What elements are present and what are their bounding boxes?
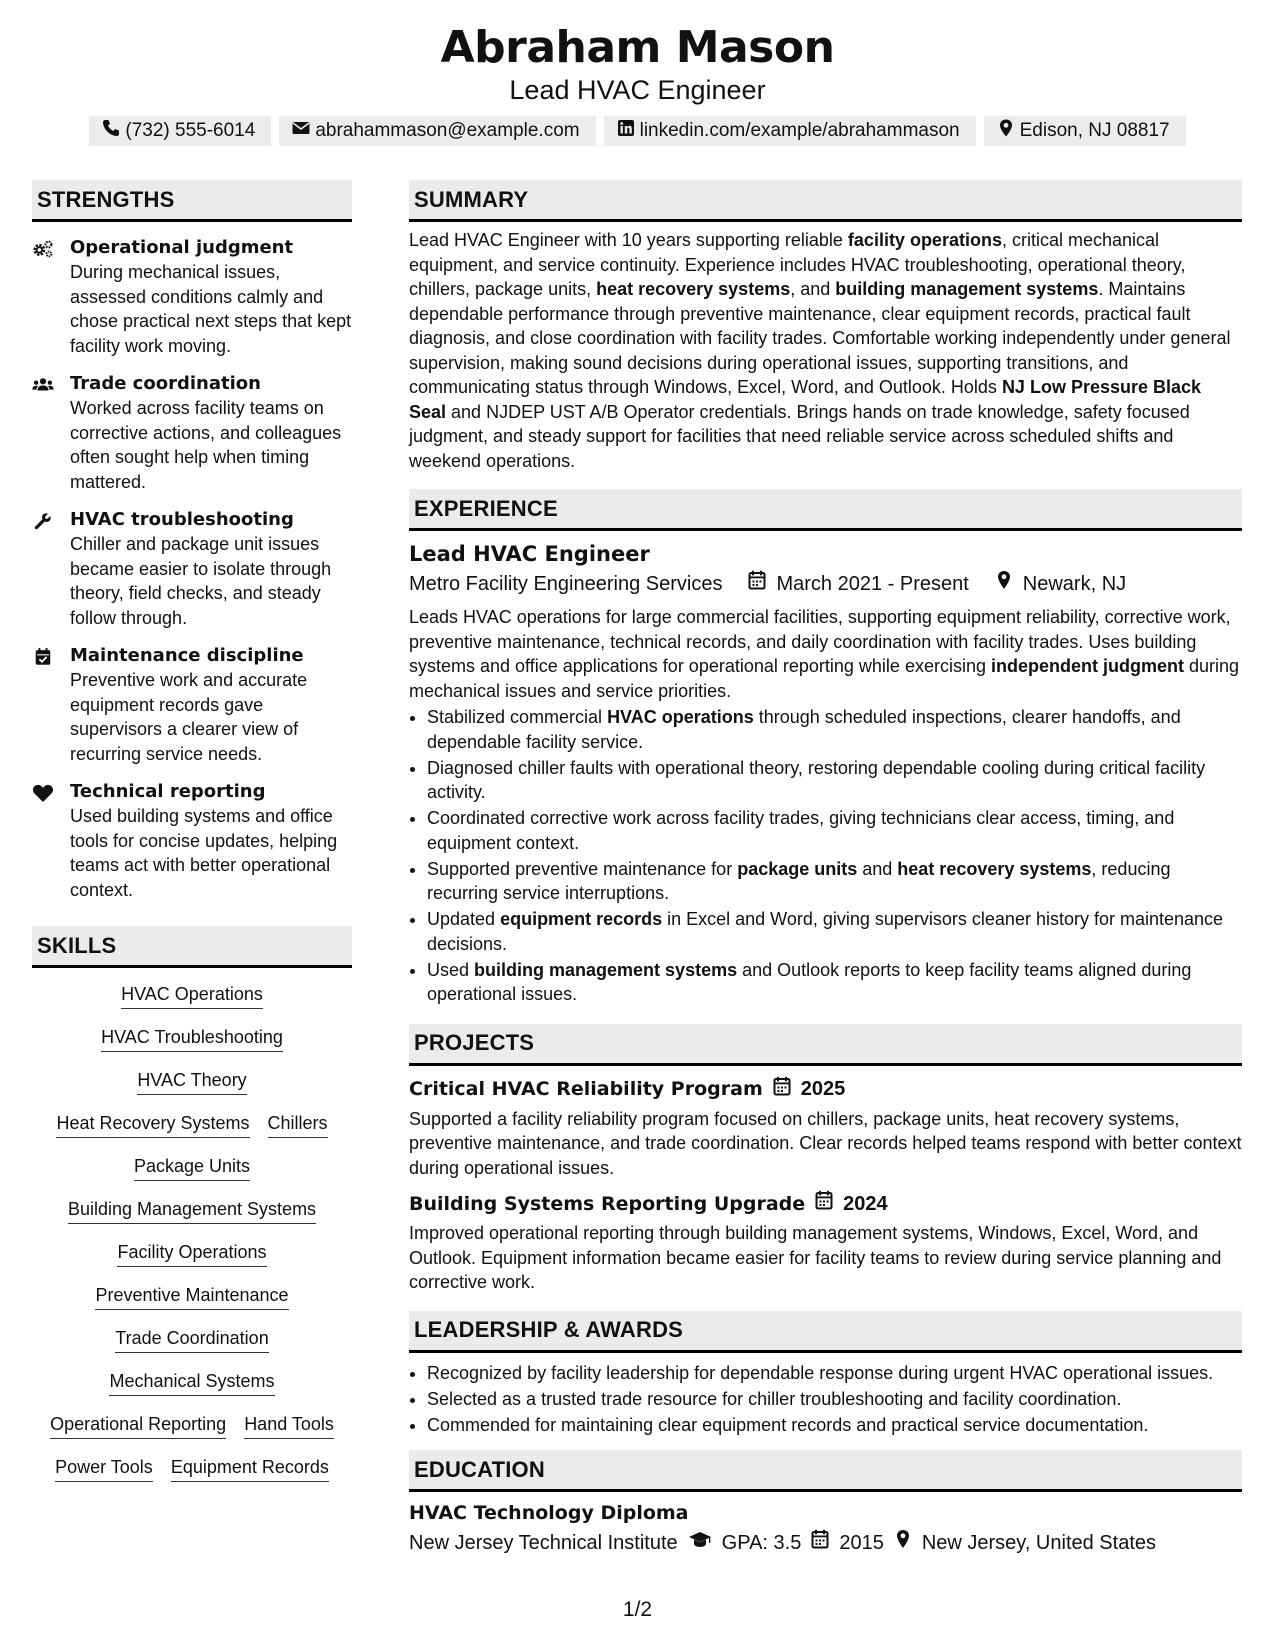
emphasis-text: facility operations <box>847 230 1002 250</box>
linkedin-icon <box>616 118 636 144</box>
section-heading-strengths: STRENGTHS <box>32 180 352 222</box>
emphasis-text: HVAC operations <box>607 707 754 727</box>
contact-linkedin[interactable] <box>604 116 976 146</box>
text-segment: Lead HVAC Engineer with 10 years supporting reliable <box>409 230 848 250</box>
contact-email[interactable] <box>279 116 595 146</box>
emphasis-text: building management systems <box>835 279 1099 299</box>
strength-title: Technical reporting <box>70 781 266 802</box>
graduation-cap-icon <box>688 1528 712 1558</box>
skill-tag: Heat Recovery Systems <box>56 1111 249 1138</box>
resume-header <box>0 20 1275 146</box>
text-segment: , reducing recurring service interruptions. <box>427 858 1171 903</box>
list-item <box>427 756 1242 805</box>
text-segment: and NJDEP UST A/B Operator credentials. Brings hands on trade knowledge, safety focused judgment, and steady support for facilities that need reliable service across scheduled shifts and weekend operations. <box>409 401 1190 471</box>
strength-title: Trade coordination <box>70 373 261 394</box>
project-description: Supported a facility reliability program focused on chillers, package units, heat recovery systems, preventive maintenance, and trade coordination. Clear records helped teams respond with better context during operational issues. <box>409 1108 1242 1178</box>
skill-tag: HVAC Theory <box>137 1068 246 1095</box>
text-segment: Coordinated corrective work across facility trades, giving technicians clear access, timing, and equipment context. <box>427 808 1175 853</box>
emphasis-text: independent judgment <box>990 656 1184 676</box>
emphasis-text: package units <box>737 858 858 879</box>
text-segment: Diagnosed chiller faults with operational theory, restoring dependable cooling during critical facility activity. <box>427 757 1206 802</box>
map-pin-icon <box>995 569 1013 599</box>
strength-item <box>32 644 352 766</box>
users-icon <box>32 372 70 494</box>
project-title: Building Systems Reporting Upgrade <box>409 1192 806 1215</box>
heart-icon <box>32 780 70 902</box>
job-meta <box>409 569 1242 599</box>
skills-list <box>32 968 352 1482</box>
text-segment: Leads HVAC operations for large commercial facilities, supporting equipment reliability, corrective work, preventive maintenance, technical records, and daily coordination with facility trades. Uses building systems and office applications for operational reporting while exercising <box>409 607 1231 676</box>
text-segment: during mechanical issues and service priorities. <box>409 656 1240 701</box>
text-segment: , and <box>790 279 836 299</box>
job-bullets <box>409 705 1242 1007</box>
text-segment: through scheduled inspections, clearer handoffs, and dependable facility service. <box>427 707 1181 752</box>
strength-item <box>32 508 352 630</box>
strength-description: Chiller and package unit issues became easier to isolate through theory, field checks, and steady follow through. <box>70 534 332 628</box>
contact-bar <box>0 116 1275 146</box>
summary-text <box>409 228 1242 473</box>
skill-tag: Building Management Systems <box>68 1197 316 1224</box>
strength-description: Worked across facility teams on corrective actions, and colleagues often sought help when timing mattered. <box>70 398 342 492</box>
strength-description: During mechanical issues, assessed conditions calmly and chose practical next steps that kept facility work moving. <box>70 262 352 356</box>
section-heading-experience: EXPERIENCE <box>409 489 1242 531</box>
contact-text: (732) 555-6014 <box>125 120 256 141</box>
wrench-icon <box>32 508 70 630</box>
strength-description: Used building systems and office tools for concise updates, helping teams act with better operational context. <box>70 806 338 900</box>
skill-tag: Hand Tools <box>244 1412 334 1439</box>
skill-tag: Operational Reporting <box>50 1412 226 1439</box>
section-heading-education: EDUCATION <box>409 1450 1242 1492</box>
skill-tag: Package Units <box>134 1154 250 1181</box>
text-segment: and Outlook reports to keep facility teams aligned during operational issues. <box>427 959 1192 1004</box>
project-entry <box>409 1190 1242 1295</box>
job-dates: March 2021 - Present <box>776 573 969 595</box>
strength-description: Preventive work and accurate equipment records gave supervisors a clearer view of recurring service needs. <box>70 670 308 764</box>
text-segment: Updated <box>427 909 501 929</box>
job-entry <box>409 541 1242 1007</box>
education-location: New Jersey, United States <box>921 1532 1156 1554</box>
section-heading-leadership: LEADERSHIP & AWARDS <box>409 1311 1242 1353</box>
calendar-icon <box>811 1528 829 1558</box>
skill-tag: HVAC Troubleshooting <box>101 1025 283 1052</box>
skill-tag: Chillers <box>268 1111 328 1138</box>
emphasis-text: heat recovery systems <box>596 279 791 299</box>
project-description: Improved operational reporting through building management systems, Windows, Excel, Word, and Outlook. Equipment information became easier for facility teams to review during service planning and corrective work. <box>409 1223 1222 1292</box>
project-title-row <box>409 1076 1242 1103</box>
skill-tag: Power Tools <box>55 1455 153 1482</box>
school-name: New Jersey Technical Institute <box>409 1532 678 1554</box>
degree-title: HVAC Technology Diploma <box>409 1502 689 1524</box>
calendar-check-icon <box>32 644 70 766</box>
job-title: Lead HVAC Engineer <box>409 542 650 566</box>
skill-tag: Trade Coordination <box>115 1326 268 1353</box>
text-segment: and <box>857 858 898 879</box>
company-name: Metro Facility Engineering Services <box>409 573 723 595</box>
contact-text: Edison, NJ 08817 <box>1019 120 1170 141</box>
gears-icon <box>32 236 70 358</box>
text-segment: Supported preventive maintenance for <box>427 858 738 879</box>
project-entry <box>409 1076 1242 1181</box>
emphasis-text: building management systems <box>474 959 738 980</box>
project-title: Critical HVAC Reliability Program <box>409 1078 763 1100</box>
page-number: 1/2 <box>622 1598 653 1621</box>
text-segment: Used <box>427 959 475 980</box>
map-pin-icon <box>996 118 1016 144</box>
text-segment: in Excel and Word, giving supervisors cleaner history for maintenance decisions. <box>427 909 1224 954</box>
left-column <box>32 180 352 1482</box>
text-segment: . Maintains dependable performance through preventive maintenance, clear equipment records, practical fault diagnosis, and close coordination with facility trades. Comfortable working independently under general supervision, making sound decisions during operational issues, supporting transitions, and communicating status through Windows, Excel, Word, and Outlook. Holds <box>409 279 1231 397</box>
skill-tag: Equipment Records <box>171 1455 329 1482</box>
list-item: • Commended for maintaining clear equipment records and practical service documentation. <box>427 1413 1242 1438</box>
contact-location <box>984 116 1186 146</box>
list-item <box>427 958 1242 1007</box>
strength-title: HVAC troubleshooting <box>70 509 294 530</box>
strength-item <box>32 236 352 358</box>
skill-tag: Mechanical Systems <box>109 1369 274 1396</box>
project-year: 2024 <box>843 1192 888 1215</box>
section-heading-summary: SUMMARY <box>409 180 1242 222</box>
contact-text: abrahammason@example.com <box>315 120 580 141</box>
education-meta <box>409 1528 1242 1558</box>
education-entry <box>409 1500 1242 1558</box>
candidate-name: Abraham Mason <box>440 22 835 73</box>
text-segment: Stabilized commercial <box>427 707 608 727</box>
list-item <box>427 705 1242 754</box>
calendar-icon <box>748 569 766 599</box>
section-heading-projects: PROJECTS <box>409 1024 1242 1066</box>
contact-phone <box>89 116 271 146</box>
project-year: 2025 <box>800 1078 846 1100</box>
right-column <box>409 180 1242 1558</box>
skill-tag: Preventive Maintenance <box>95 1283 288 1310</box>
strength-item <box>32 780 352 902</box>
list-item: • Recognized by facility leadership for dependable response during urgent HVAC operational issues. <box>427 1361 1242 1386</box>
list-item <box>427 857 1242 906</box>
text-segment: , critical mechanical equipment, and service continuity. Experience includes HVAC troubleshooting, operational theory, chillers, package units, <box>409 230 1186 299</box>
graduation-year: 2015 <box>839 1532 884 1554</box>
strength-item <box>32 372 352 494</box>
job-location: Newark, NJ <box>1022 573 1127 595</box>
emphasis-text: NJ Low Pressure Black Seal <box>409 377 1202 422</box>
candidate-role: Lead HVAC Engineer <box>509 75 766 105</box>
list-item: • Selected as a trusted trade resource for chiller troubleshooting and facility coordination. <box>427 1387 1242 1412</box>
skill-tag: Facility Operations <box>117 1240 266 1267</box>
project-title-row <box>409 1190 1242 1217</box>
strength-title: Maintenance discipline <box>70 645 304 666</box>
job-description <box>409 605 1242 703</box>
skill-tag: HVAC Operations <box>121 982 263 1009</box>
contact-text: linkedin.com/example/abrahammason <box>639 120 960 141</box>
list-item <box>427 907 1242 956</box>
gpa: GPA: 3.5 <box>721 1532 802 1554</box>
map-pin-icon <box>894 1528 912 1558</box>
leadership-list <box>409 1361 1242 1438</box>
calendar-icon <box>815 1190 833 1217</box>
calendar-icon <box>773 1076 791 1103</box>
emphasis-text: heat recovery systems <box>897 858 1092 879</box>
list-item <box>427 806 1242 855</box>
section-heading-skills: SKILLS <box>32 926 352 968</box>
phone-icon <box>101 118 121 144</box>
envelope-icon <box>291 118 311 144</box>
emphasis-text: equipment records <box>500 909 663 929</box>
strength-title: Operational judgment <box>70 237 294 258</box>
